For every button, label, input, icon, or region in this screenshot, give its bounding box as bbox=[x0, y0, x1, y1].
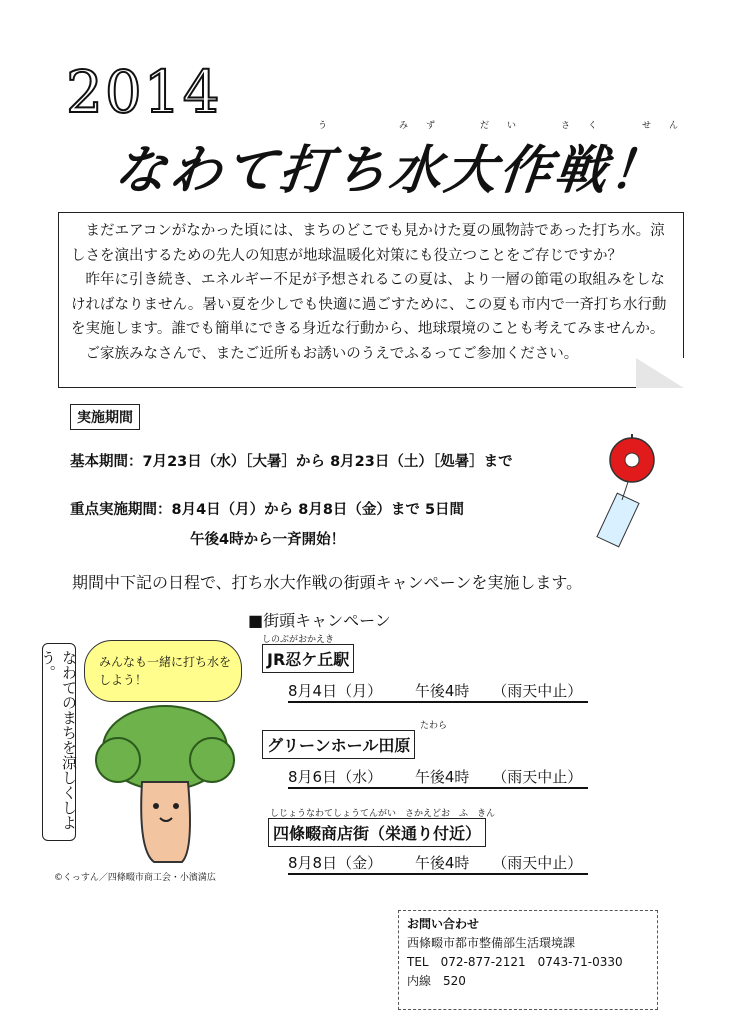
illustration-credit: ©くっすん／四條畷市商工会・小濱満広 bbox=[54, 873, 216, 883]
speech-bubble: みんなも一緒に打ち水をしよう！ bbox=[84, 640, 242, 702]
mascot-character-icon bbox=[90, 700, 240, 870]
year-heading: 2014 bbox=[66, 58, 222, 126]
intro-paragraph: まだエアコンがなかった頃には、まちのどこでも見かけた夏の風物詩であった打ち水。涼しさを演出するための先人の知恵が地球温暖化対策にも役立つことをご存じですか？ bbox=[71, 223, 665, 264]
event-row bbox=[288, 766, 588, 789]
venue-ruby: しのぶがおかえき bbox=[262, 635, 335, 645]
event-note: （雨天中止） bbox=[492, 768, 583, 786]
event-time: 午後4時 bbox=[414, 854, 470, 872]
intro-box bbox=[58, 212, 684, 388]
campaign-heading: ■街頭キャンペーン bbox=[248, 611, 391, 630]
intro-paragraph: ご家族みなさんで、またご近所もお誘いのうえでふるってご参加ください。 bbox=[85, 345, 579, 362]
event-date: 8月4日（月） bbox=[288, 682, 383, 700]
vertical-slogan: なわてのまちを涼しくしよう。 bbox=[42, 643, 76, 841]
event-time: 午後4時 bbox=[414, 768, 470, 786]
event-row bbox=[288, 852, 588, 875]
venue-name: 四條畷商店街（栄通り付近） bbox=[268, 818, 486, 847]
event-row bbox=[288, 680, 588, 703]
event-note: （雨天中止） bbox=[492, 854, 583, 872]
venue-ruby: しじょうなわてしょうてんがい さかえどお ふ きん bbox=[270, 809, 496, 819]
focus-period: 重点実施期間：8月4日（月）から 8月8日（金）まで 5日間 bbox=[70, 502, 465, 518]
title-ruby: う みず だい さく せん bbox=[318, 121, 697, 131]
period-label: 実施期間 bbox=[70, 404, 140, 430]
basic-period: 基本期間：7月23日（水）［大暑］から 8月23日（土）［処暑］まで bbox=[70, 454, 513, 470]
contact-heading: お問い合わせ bbox=[407, 917, 480, 931]
contact-box bbox=[398, 910, 658, 1010]
venue-name: グリーンホール田原 bbox=[262, 730, 415, 759]
event-note: （雨天中止） bbox=[492, 682, 583, 700]
page-curl bbox=[636, 358, 684, 388]
event-time: 午後4時 bbox=[414, 682, 470, 700]
venue-ruby: たわら bbox=[420, 721, 448, 731]
event-date: 8月8日（金） bbox=[288, 854, 383, 872]
campaign-sentence: 期間中下記の日程で、打ち水大作戦の街頭キャンペーンを実施します。 bbox=[72, 573, 583, 592]
event-date: 8月6日（水） bbox=[288, 768, 383, 786]
contact-tel: TEL 072-877-2121 0743-71-0330 bbox=[407, 955, 623, 969]
start-time: 午後4時から一斉開始！ bbox=[190, 532, 346, 548]
page-title: なわて打ち水大作戦！ bbox=[111, 141, 668, 201]
venue-name: JR忍ケ丘駅 bbox=[262, 644, 354, 673]
contact-dept: 西條畷市都市整備部生活環境課 bbox=[407, 936, 576, 950]
wind-chime-icon bbox=[592, 430, 672, 550]
intro-paragraph: 昨年に引き続き、エネルギー不足が予想されるこの夏は、より一層の節電の取組みをしなければなりません。暑い夏を少しでも快適に過ごすために、この夏も市内で一斉打ち水行動を実施します。誰でも簡単にできる身近な行動から、地球環境のことも考えてみませんか。 bbox=[71, 272, 667, 337]
contact-ext: 内線 520 bbox=[407, 974, 466, 988]
